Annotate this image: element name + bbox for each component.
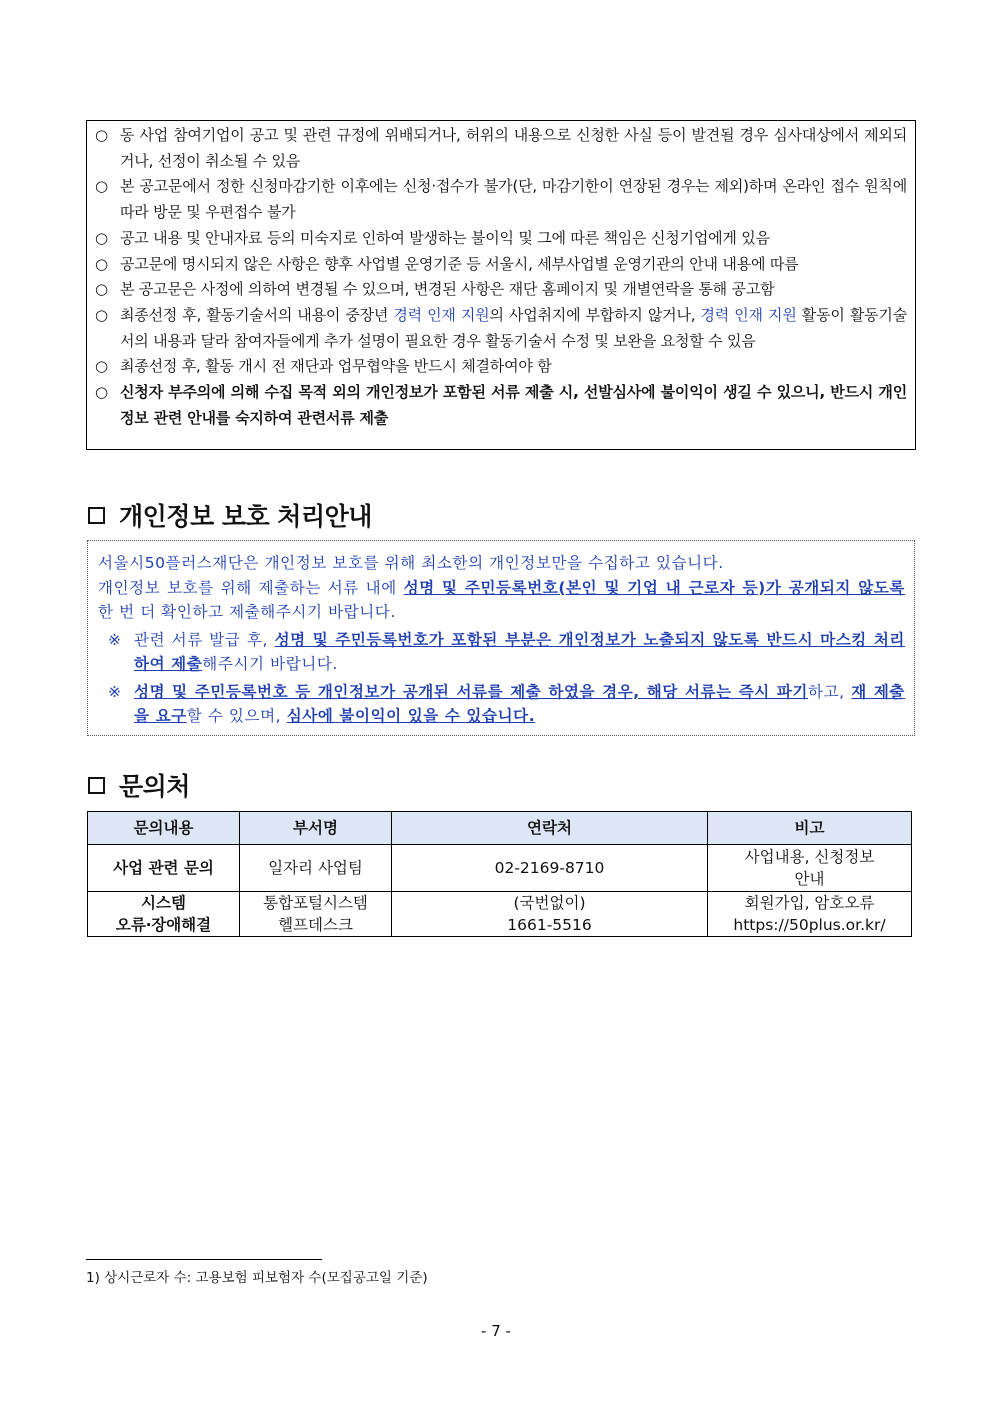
privacy-emphasis: 성명 및 주민등록번호(본인 및 기업 내 근로자 등)가 공개되지 않도록 <box>403 578 906 597</box>
remark <box>708 845 912 892</box>
footnote: 1) 상시근로자 수: 고용보험 피보험자 수(모집공고일 기준) <box>86 1270 428 1286</box>
privacy-note-text <box>134 680 905 729</box>
notice-text: 본 공고문은 사정에 의하여 변경될 수 있으며, 변경된 사항은 재단 홈페이지 및 개별연락을 통해 공고함 <box>120 280 775 299</box>
department: 일자리 사업팀 <box>240 845 392 892</box>
table-header-row <box>88 812 912 845</box>
phone-number: 02-2169-8710 <box>392 845 708 892</box>
privacy-line-1: 서울시50플러스재단은 개인정보 보호를 위해 최소한의 개인정보만을 수집하고 있습니다. <box>98 554 724 572</box>
reference-mark-icon: ※ <box>108 630 122 649</box>
notice-box <box>86 120 916 450</box>
notice-text <box>120 303 907 354</box>
notice-text-part: 의 사업취지에 부합하지 않거나, <box>489 305 701 324</box>
column-header: 문의내용 <box>88 812 240 845</box>
notice-item <box>95 277 907 303</box>
privacy-note-text <box>134 628 905 677</box>
contact-table <box>87 811 912 937</box>
privacy-note-2 <box>98 680 905 729</box>
privacy-emphasis: 심사에 불이익이 있을 수 있습니다. <box>286 707 536 725</box>
reference-mark-icon: ※ <box>108 682 122 701</box>
privacy-text: 할 수 있으며, <box>186 707 287 725</box>
privacy-box <box>87 540 915 736</box>
footnote-divider <box>86 1259 322 1260</box>
table-row <box>88 892 912 937</box>
contact-heading-text: 문의처 <box>119 772 190 801</box>
privacy-emphasis: 성명 및 주민등록번호가 포함된 부분은 개인정보가 노출되지 않도록 반드시 마스킹 처리하여 제출 <box>134 630 905 673</box>
phone-number <box>392 892 708 937</box>
circle-bullet-icon: ○ <box>95 383 108 402</box>
notice-text: 신청자 부주의에 의해 수집 목적 외의 개인정보가 포함된 서류 제출 시, 선발심사에 불이익이 생길 수 있으니, 반드시 개인정보 관련 안내를 숙지하여 관련서류 제출 <box>120 383 907 427</box>
notice-text: 공고 내용 및 안내자료 등의 미숙지로 인하여 발생하는 불이익 및 그에 따른 책임은 신청기업에게 있음 <box>120 228 770 247</box>
column-header: 부서명 <box>240 812 392 845</box>
notice-item-important <box>95 380 907 431</box>
privacy-text: 관련 서류 발급 후, <box>134 630 275 649</box>
inquiry-topic <box>88 892 240 937</box>
circle-bullet-icon: ○ <box>95 280 108 299</box>
privacy-heading-text: 개인정보 보호 처리안내 <box>119 502 372 531</box>
notice-item <box>95 123 907 174</box>
notice-text: 본 공고문에서 정한 신청마감기한 이후에는 신청‧접수가 불가(단, 마감기한이 연장된 경우는 제외)하며 온라인 접수 원칙에 따라 방문 및 우편접수 불가 <box>120 177 907 222</box>
remark-line: 안내 <box>794 870 825 888</box>
remark-line: 사업내용, 신청정보 <box>744 848 875 866</box>
privacy-text: 하고, <box>808 682 852 701</box>
column-header: 비고 <box>708 812 912 845</box>
notice-item <box>95 226 907 252</box>
remark-line: 회원가입, 암호오류 <box>744 894 875 912</box>
circle-bullet-icon: ○ <box>95 126 108 144</box>
notice-item <box>95 174 907 225</box>
phone-line: 1661-5516 <box>507 916 592 934</box>
highlight-term: 경력 인재 지원 <box>700 305 797 324</box>
notice-text-part: 최종선정 후, 활동기술서의 내용이 중장년 <box>120 305 394 324</box>
circle-bullet-icon: ○ <box>95 228 108 247</box>
circle-bullet-icon: ○ <box>95 254 108 273</box>
privacy-emphasis: 성명 및 주민등록번호 등 개인정보가 공개된 서류를 제출 하였을 경우, 해당 서류는 즉시 파기 <box>134 682 809 701</box>
privacy-line-2 <box>98 576 905 625</box>
website-link[interactable]: https://50plus.or.kr/ <box>733 916 886 934</box>
notice-item <box>95 252 907 278</box>
phone-line: (국번없이) <box>513 894 586 912</box>
privacy-text: 개인정보 보호를 위해 제출하는 서류 내에 <box>98 578 404 597</box>
privacy-text: 한 번 더 확인하고 제출해주시기 바랍니다. <box>98 603 396 621</box>
dept-line: 통합포털시스템 <box>263 894 368 912</box>
privacy-heading <box>88 497 372 533</box>
circle-bullet-icon: ○ <box>95 357 108 376</box>
contact-heading <box>88 767 190 803</box>
notice-text-part: 활동이 활동기술서의 내용과 달라 참여자들에게 추가 설명이 필요한 경우 활동기술서 수정 및 보완을 요청할 수 있음 <box>120 305 907 350</box>
remark <box>708 892 912 937</box>
circle-bullet-icon: ○ <box>95 177 108 196</box>
notice-text: 최종선정 후, 활동 개시 전 재단과 업무협약을 반드시 체결하여야 함 <box>120 357 552 376</box>
department <box>240 892 392 937</box>
column-header: 연락처 <box>392 812 708 845</box>
highlight-term: 경력 인재 지원 <box>393 305 490 324</box>
square-bullet-icon <box>88 777 105 794</box>
privacy-note-1 <box>98 628 905 677</box>
privacy-emphasis: 재 제출을 요구 <box>134 682 905 725</box>
topic-line: 오류‧장애해결 <box>115 916 212 934</box>
page-number: - 7 - <box>481 1322 511 1340</box>
notice-text: 공고문에 명시되지 않은 사항은 향후 사업별 운영기준 등 서울시, 세부사업별 운영기관의 안내 내용에 따름 <box>120 254 799 273</box>
table-row <box>88 845 912 892</box>
inquiry-topic: 사업 관련 문의 <box>88 845 240 892</box>
notice-text: 동 사업 참여기업이 공고 및 관련 규정에 위배되거나, 허위의 내용으로 신청한 사실 등이 발견될 경우 심사대상에서 제외되거나, 선정이 취소될 수 있음 <box>120 126 907 170</box>
notice-item <box>95 354 907 380</box>
topic-line: 시스템 <box>141 894 186 912</box>
notice-item <box>95 303 907 354</box>
privacy-text: 해주시기 바랍니다. <box>202 655 338 673</box>
dept-line: 헬프데스크 <box>278 916 353 934</box>
square-bullet-icon <box>88 507 105 524</box>
circle-bullet-icon: ○ <box>95 305 108 324</box>
